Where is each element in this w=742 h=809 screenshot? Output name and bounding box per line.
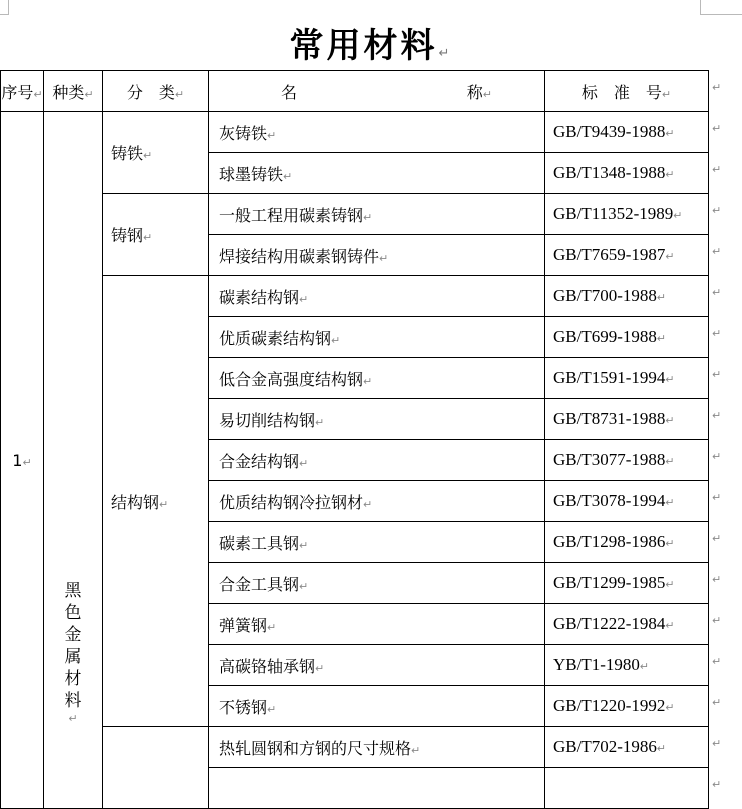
row-end-mark-icon: ↵ bbox=[712, 613, 722, 627]
standard-number: GB/T1298-1986↵ bbox=[545, 522, 709, 563]
material-name-blank bbox=[209, 768, 545, 809]
material-name: 合金工具钢↵ bbox=[209, 563, 545, 604]
row-end-mark-icon: ↵ bbox=[712, 203, 722, 217]
table-row bbox=[1, 276, 709, 317]
document-title bbox=[0, 18, 742, 67]
material-name: 碳素工具钢↵ bbox=[209, 522, 545, 563]
header-seq: 序号↵ bbox=[1, 71, 44, 112]
material-name: 碳素结构钢↵ bbox=[209, 276, 545, 317]
table-row bbox=[1, 727, 709, 768]
material-name: 合金结构钢↵ bbox=[209, 440, 545, 481]
row-end-mark-icon: ↵ bbox=[712, 367, 722, 381]
row-end-mark-icon: ↵ bbox=[712, 572, 722, 586]
standard-number: GB/T3077-1988↵ bbox=[545, 440, 709, 481]
row-end-mark-icon: ↵ bbox=[712, 285, 722, 299]
standard-number: GB/T8731-1988↵ bbox=[545, 399, 709, 440]
category-cast-steel: 铸钢↵ bbox=[103, 194, 209, 276]
table-row bbox=[1, 112, 709, 153]
standard-number: GB/T1299-1985↵ bbox=[545, 563, 709, 604]
material-name: 优质结构钢冷拉钢材↵ bbox=[209, 481, 545, 522]
row-end-mark-icon: ↵ bbox=[712, 121, 722, 135]
header-kind: 种类↵ bbox=[44, 71, 103, 112]
row-end-mark-icon: ↵ bbox=[712, 736, 722, 750]
material-name: 球墨铸铁↵ bbox=[209, 153, 545, 194]
row-end-mark-icon: ↵ bbox=[712, 777, 722, 791]
material-name: 灰铸铁↵ bbox=[209, 112, 545, 153]
category-next-blank bbox=[103, 727, 209, 809]
paragraph-mark-icon: ↵ bbox=[438, 46, 453, 61]
standard-number: GB/T1220-1992↵ bbox=[545, 686, 709, 727]
group-seq-cell: 1↵ bbox=[1, 112, 44, 809]
standard-number: GB/T1222-1984↵ bbox=[545, 604, 709, 645]
row-end-mark-icon: ↵ bbox=[712, 490, 722, 504]
material-name: 一般工程用碳素铸钢↵ bbox=[209, 194, 545, 235]
material-name: 易切削结构钢↵ bbox=[209, 399, 545, 440]
row-end-mark-icon: ↵ bbox=[712, 531, 722, 545]
row-end-mark-icon: ↵ bbox=[712, 162, 722, 176]
group-kind-label: 黑色金属材料 bbox=[64, 581, 82, 711]
standard-number: GB/T702-1986↵ bbox=[545, 727, 709, 768]
material-name: 低合金高强度结构钢↵ bbox=[209, 358, 545, 399]
standard-number: GB/T3078-1994↵ bbox=[545, 481, 709, 522]
page-corner-top-right-h bbox=[700, 14, 742, 15]
row-end-mark-icon: ↵ bbox=[712, 80, 722, 94]
header-standard: 标 准 号↵ bbox=[545, 71, 709, 112]
standard-number: GB/T9439-1988↵ bbox=[545, 112, 709, 153]
standard-number: GB/T699-1988↵ bbox=[545, 317, 709, 358]
standard-number: GB/T1348-1988↵ bbox=[545, 153, 709, 194]
row-end-mark-icon: ↵ bbox=[712, 244, 722, 258]
row-end-mark-icon: ↵ bbox=[712, 654, 722, 668]
row-end-mark-icon: ↵ bbox=[712, 449, 722, 463]
row-end-mark-icon: ↵ bbox=[712, 326, 722, 340]
page-corner-top-right-v bbox=[700, 0, 701, 15]
material-name: 优质碳素结构钢↵ bbox=[209, 317, 545, 358]
material-name: 高碳铬轴承钢↵ bbox=[209, 645, 545, 686]
table-row bbox=[1, 194, 709, 235]
standard-number: GB/T11352-1989↵ bbox=[545, 194, 709, 235]
category-structural-steel: 结构钢↵ bbox=[103, 276, 209, 727]
page-corner-top-left-v bbox=[8, 0, 9, 15]
row-end-mark-icon: ↵ bbox=[712, 408, 722, 422]
standard-number: GB/T700-1988↵ bbox=[545, 276, 709, 317]
material-name: 热轧圆钢和方钢的尺寸规格↵ bbox=[209, 727, 545, 768]
header-row bbox=[1, 71, 709, 112]
category-cast-iron: 铸铁↵ bbox=[103, 112, 209, 194]
material-name: 不锈钢↵ bbox=[209, 686, 545, 727]
materials-table bbox=[0, 70, 709, 809]
standard-number: GB/T7659-1987↵ bbox=[545, 235, 709, 276]
title-text: 常用材料 bbox=[289, 26, 438, 66]
material-name: 焊接结构用碳素钢铸件↵ bbox=[209, 235, 545, 276]
row-end-mark-icon: ↵ bbox=[712, 695, 722, 709]
material-name: 弹簧钢↵ bbox=[209, 604, 545, 645]
group-kind-cell: 黑色金属材料 ↵ bbox=[44, 112, 103, 809]
header-name: 名 称↵ bbox=[209, 71, 545, 112]
standard-number: GB/T1591-1994↵ bbox=[545, 358, 709, 399]
page-corner-top-left-h bbox=[0, 14, 8, 15]
standard-number: YB/T1-1980↵ bbox=[545, 645, 709, 686]
standard-number-blank bbox=[545, 768, 709, 809]
header-category: 分 类↵ bbox=[103, 71, 209, 112]
